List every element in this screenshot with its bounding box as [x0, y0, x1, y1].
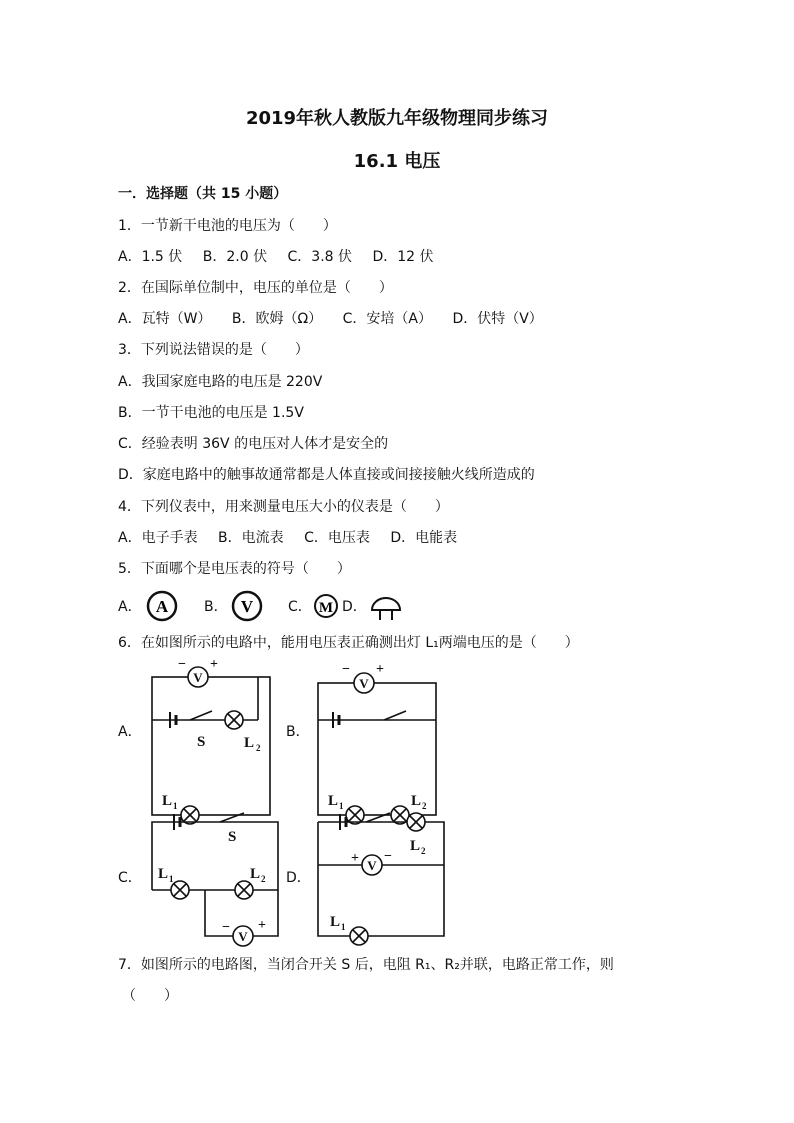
option-a: A．瓦特（W） [118, 311, 212, 327]
svg-text:1: 1 [339, 801, 344, 811]
question-1-options [118, 247, 450, 267]
question-4-options [118, 528, 473, 548]
option-c: C． [288, 599, 312, 615]
svg-text:M: M [318, 600, 334, 616]
svg-text:1: 1 [173, 801, 178, 811]
svg-text:A: A [155, 597, 169, 616]
svg-text:2: 2 [422, 801, 427, 811]
svg-text:V: V [367, 858, 377, 873]
svg-text:−: − [384, 849, 392, 864]
option-b: B．欧姆（Ω） [231, 311, 323, 327]
option-b: B． [204, 599, 228, 615]
svg-text:−: − [222, 920, 230, 935]
svg-text:L: L [162, 793, 173, 809]
section-heading: 一．选择题（共 15 小题） [118, 186, 288, 202]
document-title: 2019年秋人教版九年级物理同步练习 [245, 108, 549, 129]
question-7-stem-continued: （ ） [122, 988, 178, 1004]
svg-text:+: + [351, 851, 359, 866]
svg-text:+: + [376, 662, 384, 677]
option-d: D． [342, 599, 367, 615]
svg-text:L: L [250, 866, 261, 882]
svg-text:V: V [240, 597, 254, 616]
question-4-stem: 4．下列仪表中，用来测量电压大小的仪表是（ ） [118, 499, 449, 515]
motor-symbol [315, 595, 337, 617]
option-d: D．电能表 [390, 530, 458, 546]
option-d: D． [286, 870, 311, 886]
question-6-stem: 6．在如图所示的电路中，能用电压表正确测出灯 L₁两端电压的是（ ） [118, 635, 579, 651]
option-d: D．12 伏 [372, 249, 434, 265]
option-a: A．电子手表 [118, 530, 198, 546]
option-b: B．2.0 伏 [202, 249, 268, 265]
svg-text:+: + [210, 657, 218, 672]
ammeter-symbol [148, 592, 176, 620]
svg-text:V: V [193, 670, 203, 685]
question-3-option-b: B．一节干电池的电压是 1.5V [118, 405, 304, 421]
question-3-option-d: D．家庭电路中的触事故通常都是人体直接或间接接触火线所造成的 [118, 467, 535, 483]
svg-text:L: L [158, 866, 169, 882]
svg-text:S: S [197, 734, 206, 750]
svg-text:−: − [342, 662, 350, 677]
question-1-stem: 1．一节新干电池的电压为（ ） [118, 218, 337, 234]
option-b: B． [286, 724, 310, 740]
svg-text:V: V [238, 929, 248, 944]
svg-text:S: S [228, 829, 237, 845]
svg-text:−: − [178, 657, 186, 672]
option-c: C． [118, 870, 142, 886]
meter-symbols [140, 588, 410, 624]
question-5-stem: 5．下面哪个是电压表的符号（ ） [118, 561, 351, 577]
option-c: C．3.8 伏 [287, 249, 353, 265]
svg-text:V: V [359, 676, 369, 691]
svg-text:L: L [330, 914, 341, 930]
circuit-diagrams [0, 655, 794, 955]
option-c: C．电压表 [304, 530, 370, 546]
svg-text:1: 1 [169, 874, 174, 884]
question-3-stem: 3．下列说法错误的是（ ） [118, 342, 309, 358]
svg-text:2: 2 [261, 874, 266, 884]
svg-text:2: 2 [421, 846, 426, 856]
svg-text:1: 1 [341, 922, 346, 932]
svg-text:L: L [328, 793, 339, 809]
svg-text:L: L [410, 838, 421, 854]
option-c: C．安培（A） [342, 311, 432, 327]
option-a: A．1.5 伏 [118, 249, 183, 265]
option-d: D．伏特（V） [452, 311, 543, 327]
question-3-option-a: A．我国家庭电路的电压是 220V [118, 374, 323, 390]
question-7-stem: 7．如图所示的电路图，当闭合开关 S 后，电阻 R₁、R₂并联，电路正常工作，则 [118, 957, 614, 973]
option-b: B．电流表 [218, 530, 284, 546]
voltmeter-symbol [233, 592, 261, 620]
option-a: A． [118, 599, 142, 615]
svg-text:+: + [258, 918, 266, 933]
question-3-option-c: C．经验表明 36V 的电压对人体才是安全的 [118, 436, 389, 452]
svg-text:2: 2 [256, 743, 261, 753]
svg-text:L: L [411, 793, 422, 809]
svg-text:L: L [244, 735, 255, 751]
document-subtitle: 16.1 电压 [353, 151, 441, 172]
question-2-options [118, 309, 559, 329]
question-2-stem: 2．在国际单位制中，电压的单位是（ ） [118, 280, 393, 296]
bell-symbol [372, 598, 400, 620]
option-a: A． [118, 724, 142, 740]
